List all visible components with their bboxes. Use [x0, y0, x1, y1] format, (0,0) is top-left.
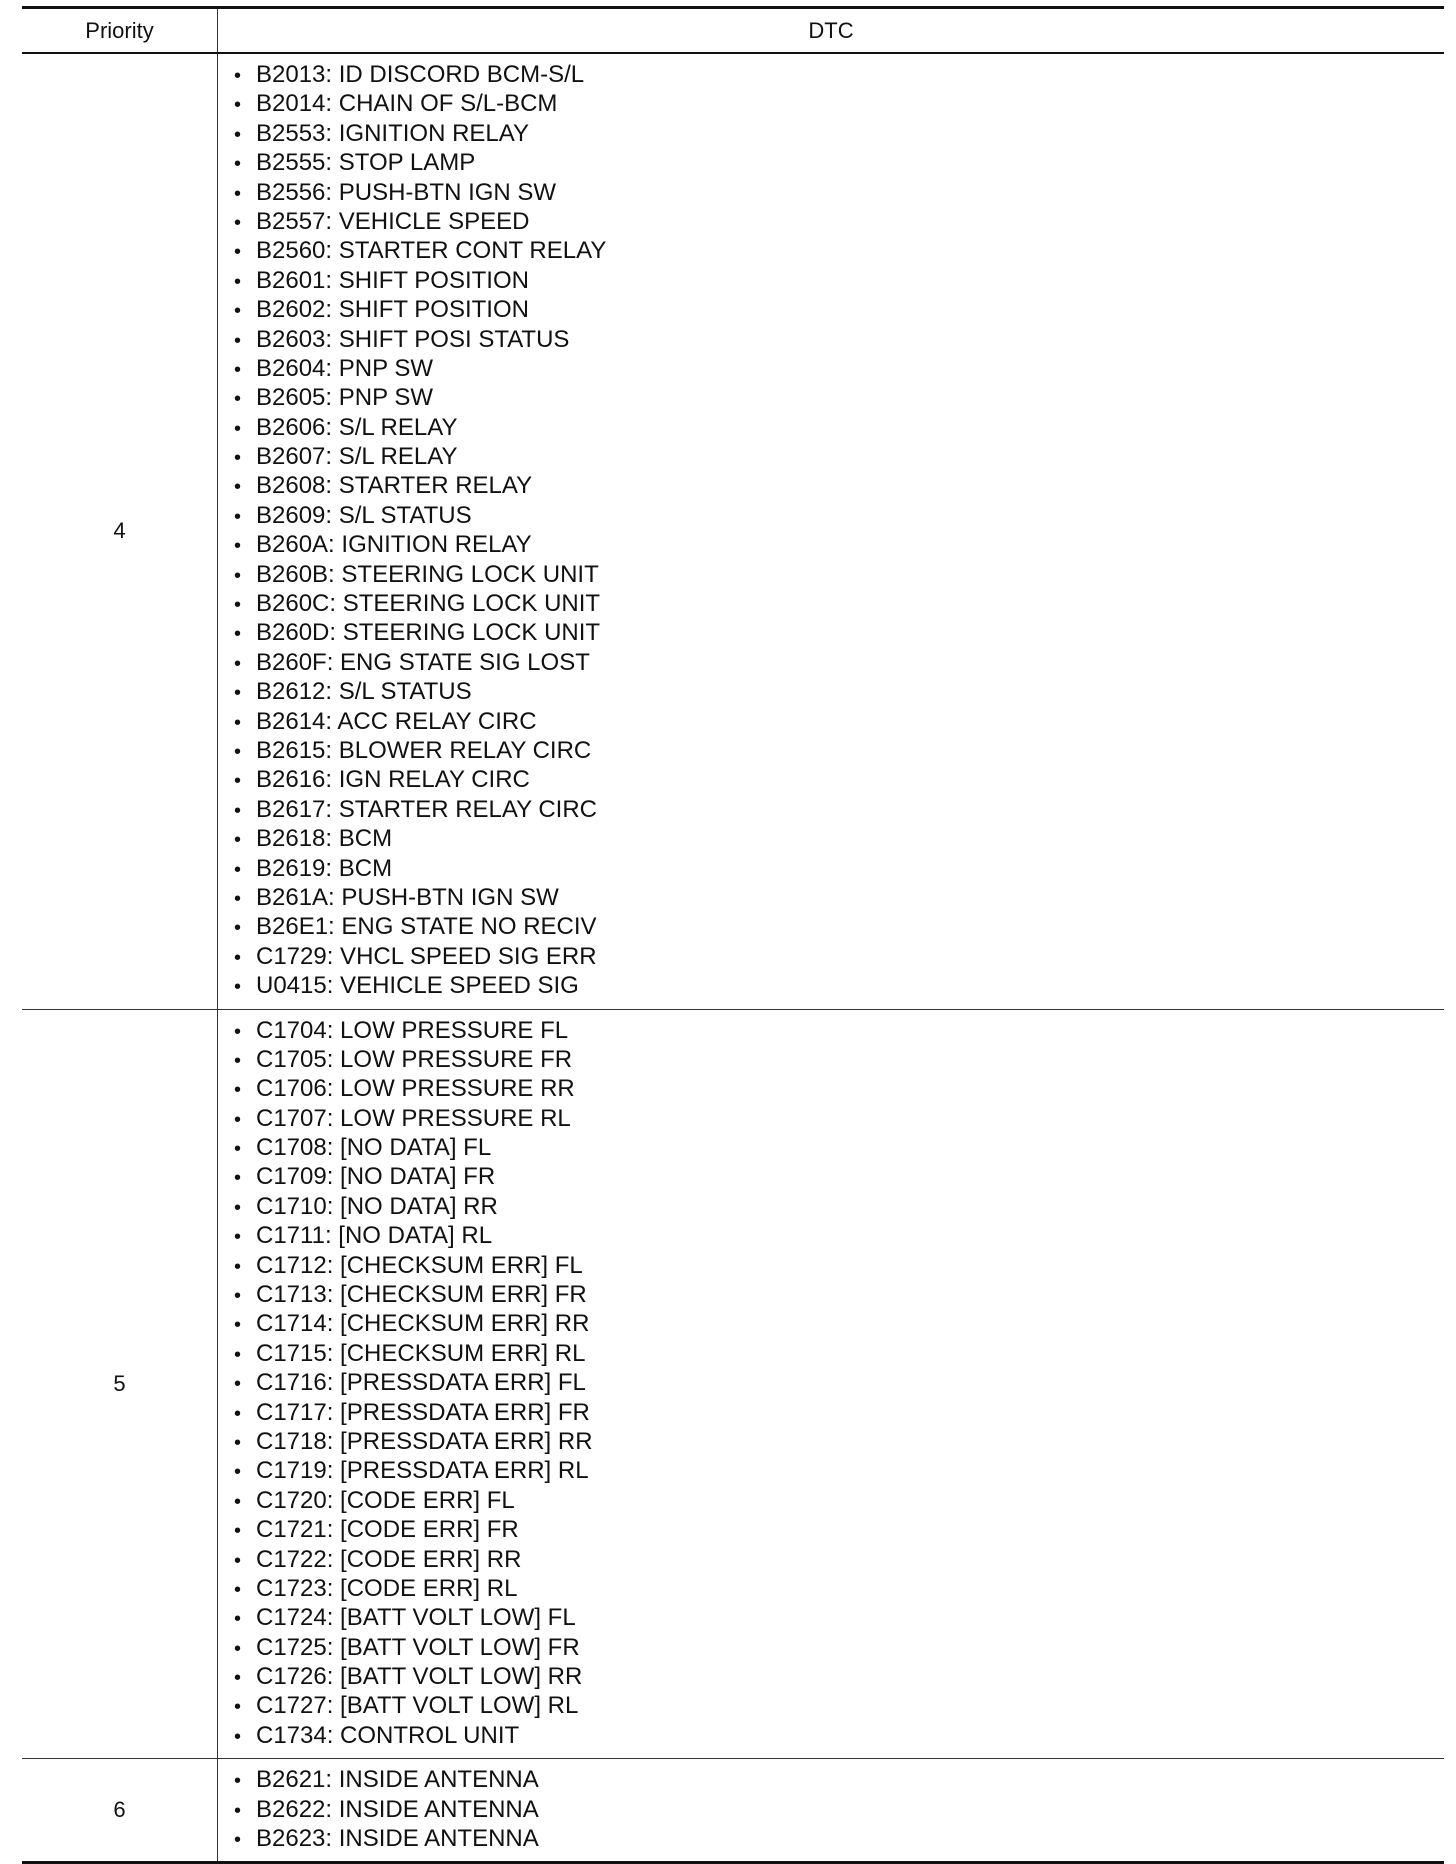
bullet-icon: • [234, 770, 242, 793]
dtc-list-item [234, 1721, 1444, 1750]
dtc-code-text: C1710: [NO DATA] RR [256, 1192, 498, 1220]
bullet-icon: • [234, 505, 242, 528]
dtc-code-text: C1718: [PRESSDATA ERR] RR [256, 1427, 593, 1455]
dtc-code-text: B2556: PUSH-BTN IGN SW [256, 178, 557, 206]
bullet-icon: • [234, 1138, 242, 1161]
dtc-list-item [234, 1339, 1444, 1368]
dtc-list-item [234, 648, 1444, 677]
dtc-code-text: B2621: INSIDE ANTENNA [256, 1766, 539, 1794]
bullet-icon: • [234, 1167, 242, 1190]
dtc-code-text: B2560: STARTER CONT RELAY [256, 237, 607, 265]
dtc-code-text: B2612: S/L STATUS [256, 678, 472, 706]
bullet-icon: • [234, 388, 242, 411]
dtc-code-text: B2606: S/L RELAY [256, 413, 458, 441]
bullet-icon: • [234, 1578, 242, 1601]
bullet-icon: • [234, 1285, 242, 1308]
bullet-icon: • [234, 1829, 242, 1852]
dtc-code-text: C1729: VHCL SPEED SIG ERR [256, 942, 597, 970]
dtc-code-text: C1717: [PRESSDATA ERR] FR [256, 1398, 590, 1426]
bullet-icon: • [234, 858, 242, 881]
dtc-code-text: C1722: [CODE ERR] RR [256, 1545, 522, 1573]
dtc-code-text: B2557: VEHICLE SPEED [256, 207, 530, 235]
dtc-code-text: C1712: [CHECKSUM ERR] FL [256, 1251, 583, 1279]
table-body [22, 53, 1444, 1863]
bullet-icon: • [234, 1637, 242, 1660]
bullet-icon: • [234, 1431, 242, 1454]
dtc-code-text: B2607: S/L RELAY [256, 443, 458, 471]
bullet-icon: • [234, 241, 242, 264]
dtc-code-text: B2615: BLOWER RELAY CIRC [256, 736, 592, 764]
dtc-list-item [234, 471, 1444, 500]
dtc-code-text: B2601: SHIFT POSITION [256, 266, 529, 294]
priority-cell: 5 [22, 1009, 218, 1759]
bullet-icon: • [234, 682, 242, 705]
dtc-code-text: C1704: LOW PRESSURE FL [256, 1016, 569, 1044]
dtc-cell [218, 53, 1445, 1009]
bullet-icon: • [234, 594, 242, 617]
dtc-cell [218, 1759, 1445, 1863]
dtc-code-text: C1725: [BATT VOLT LOW] FR [256, 1633, 580, 1661]
bullet-icon: • [234, 300, 242, 323]
dtc-list-item [234, 442, 1444, 471]
bullet-icon: • [234, 182, 242, 205]
dtc-list-item [234, 971, 1444, 1000]
dtc-code-text: C1706: LOW PRESSURE RR [256, 1075, 575, 1103]
dtc-list-item [234, 942, 1444, 971]
dtc-list-item [234, 1368, 1444, 1397]
dtc-list-item [234, 854, 1444, 883]
dtc-list-item [234, 1104, 1444, 1133]
bullet-icon: • [234, 1373, 242, 1396]
dtc-list-item [234, 1574, 1444, 1603]
dtc-list-item [234, 1192, 1444, 1221]
table-row [22, 1009, 1444, 1759]
dtc-code-text: B261A: PUSH-BTN IGN SW [256, 883, 559, 911]
dtc-list-item [234, 589, 1444, 618]
dtc-code-text: B2623: INSIDE ANTENNA [256, 1825, 539, 1853]
priority-header: Priority [22, 8, 218, 54]
dtc-list [218, 1759, 1444, 1861]
dtc-list-item [234, 1824, 1444, 1853]
dtc-list-item [234, 1486, 1444, 1515]
bullet-icon: • [234, 211, 242, 234]
dtc-list-item [234, 383, 1444, 412]
dtc-list-item [234, 1074, 1444, 1103]
dtc-list-item [234, 1398, 1444, 1427]
dtc-list-item [234, 354, 1444, 383]
bullet-icon: • [234, 65, 242, 87]
dtc-code-text: B26E1: ENG STATE NO RECIV [256, 913, 597, 941]
dtc-code-text: C1708: [NO DATA] FL [256, 1134, 492, 1162]
dtc-list-item [234, 1795, 1444, 1824]
bullet-icon: • [234, 1799, 242, 1822]
bullet-icon: • [234, 1770, 242, 1793]
bullet-icon: • [234, 829, 242, 852]
bullet-icon: • [234, 329, 242, 352]
dtc-list-item [234, 618, 1444, 647]
dtc-list-item [234, 1662, 1444, 1691]
dtc-code-text: B2603: SHIFT POSI STATUS [256, 325, 570, 353]
dtc-code-text: B2616: IGN RELAY CIRC [256, 766, 530, 794]
dtc-list [218, 1010, 1444, 1759]
dtc-list-item [234, 824, 1444, 853]
dtc-list [218, 54, 1444, 1009]
dtc-list-item [234, 1280, 1444, 1309]
bullet-icon: • [234, 1196, 242, 1219]
dtc-code-text: B2614: ACC RELAY CIRC [256, 707, 537, 735]
dtc-code-text: B260B: STEERING LOCK UNIT [256, 560, 599, 588]
dtc-list-item [234, 795, 1444, 824]
bullet-icon: • [234, 946, 242, 969]
dtc-code-text: C1709: [NO DATA] FR [256, 1163, 496, 1191]
dtc-list-item [234, 236, 1444, 265]
dtc-list-item [234, 736, 1444, 765]
dtc-code-text: B260F: ENG STATE SIG LOST [256, 648, 590, 676]
priority-cell: 4 [22, 53, 218, 1009]
dtc-list-item [234, 119, 1444, 148]
dtc-code-text: B2609: S/L STATUS [256, 501, 472, 529]
bullet-icon: • [234, 1667, 242, 1690]
dtc-list-item [234, 1515, 1444, 1544]
dtc-code-text: U0415: VEHICLE SPEED SIG [256, 972, 579, 1000]
table-row [22, 1759, 1444, 1863]
dtc-list-item [234, 1133, 1444, 1162]
bullet-icon: • [234, 94, 242, 117]
dtc-list-item [234, 1251, 1444, 1280]
dtc-code-text: B2553: IGNITION RELAY [256, 119, 529, 147]
bullet-icon: • [234, 711, 242, 734]
bullet-icon: • [234, 1490, 242, 1513]
dtc-list-item [234, 883, 1444, 912]
dtc-list-item [234, 207, 1444, 236]
dtc-code-text: B2608: STARTER RELAY [256, 472, 533, 500]
bullet-icon: • [234, 976, 242, 999]
bullet-icon: • [234, 1255, 242, 1278]
bullet-icon: • [234, 270, 242, 293]
dtc-code-text: B2013: ID DISCORD BCM-S/L [256, 61, 585, 88]
dtc-code-text: B2622: INSIDE ANTENNA [256, 1795, 539, 1823]
dtc-code-text: B260C: STEERING LOCK UNIT [256, 590, 601, 618]
dtc-list-item [234, 325, 1444, 354]
bullet-icon: • [234, 1608, 242, 1631]
dtc-code-text: C1716: [PRESSDATA ERR] FL [256, 1369, 586, 1397]
bullet-icon: • [234, 623, 242, 646]
dtc-list-item [234, 1456, 1444, 1485]
bullet-icon: • [234, 917, 242, 940]
dtc-list-item [234, 1603, 1444, 1632]
bullet-icon: • [234, 740, 242, 763]
dtc-list-item [234, 1309, 1444, 1338]
dtc-code-text: B2014: CHAIN OF S/L-BCM [256, 90, 558, 118]
dtc-code-text: C1734: CONTROL UNIT [256, 1721, 520, 1749]
dtc-cell [218, 1009, 1445, 1759]
dtc-list-item [234, 1691, 1444, 1720]
dtc-list-item [234, 266, 1444, 295]
dtc-list-item [234, 677, 1444, 706]
dtc-list-item [234, 148, 1444, 177]
bullet-icon: • [234, 358, 242, 381]
header-row [22, 8, 1444, 54]
dtc-code-text: C1705: LOW PRESSURE FR [256, 1045, 573, 1073]
dtc-list-item [234, 560, 1444, 589]
dtc-code-text: C1713: [CHECKSUM ERR] FR [256, 1281, 587, 1309]
dtc-list-item [234, 707, 1444, 736]
bullet-icon: • [234, 887, 242, 910]
dtc-code-text: B260A: IGNITION RELAY [256, 531, 532, 559]
dtc-list-item [234, 1427, 1444, 1456]
dtc-list-item [234, 60, 1444, 89]
bullet-icon: • [234, 417, 242, 440]
dtc-code-text: C1711: [NO DATA] RL [256, 1222, 493, 1250]
dtc-list-item [234, 1221, 1444, 1250]
dtc-code-text: C1727: [BATT VOLT LOW] RL [256, 1692, 579, 1720]
bullet-icon: • [234, 564, 242, 587]
dtc-code-text: B2619: BCM [256, 854, 393, 882]
dtc-code-text: C1714: [CHECKSUM ERR] RR [256, 1310, 590, 1338]
priority-cell: 6 [22, 1759, 218, 1863]
dtc-code-text: C1723: [CODE ERR] RL [256, 1574, 518, 1602]
dtc-list-item [234, 413, 1444, 442]
bullet-icon: • [234, 1725, 242, 1748]
dtc-code-text: B2555: STOP LAMP [256, 149, 476, 177]
bullet-icon: • [234, 123, 242, 146]
dtc-code-text: C1720: [CODE ERR] FL [256, 1486, 515, 1514]
bullet-icon: • [234, 1696, 242, 1719]
bullet-icon: • [234, 1549, 242, 1572]
bullet-icon: • [234, 1226, 242, 1249]
bullet-icon: • [234, 1314, 242, 1337]
bullet-icon: • [234, 1108, 242, 1131]
bullet-icon: • [234, 652, 242, 675]
bullet-icon: • [234, 447, 242, 470]
dtc-code-text: B2604: PNP SW [256, 354, 433, 382]
bullet-icon: • [234, 1049, 242, 1072]
dtc-code-text: C1719: [PRESSDATA ERR] RL [256, 1457, 589, 1485]
dtc-code-text: C1724: [BATT VOLT LOW] FL [256, 1604, 576, 1632]
dtc-code-text: C1707: LOW PRESSURE RL [256, 1104, 571, 1132]
dtc-list-item [234, 1633, 1444, 1662]
dtc-code-text: C1726: [BATT VOLT LOW] RR [256, 1663, 583, 1691]
dtc-list-item [234, 530, 1444, 559]
dtc-list-item [234, 1765, 1444, 1794]
bullet-icon: • [234, 1461, 242, 1484]
bullet-icon: • [234, 1079, 242, 1102]
bullet-icon: • [234, 1520, 242, 1543]
dtc-code-text: B260D: STEERING LOCK UNIT [256, 619, 601, 647]
bullet-icon: • [234, 1343, 242, 1366]
dtc-priority-table [22, 6, 1444, 1864]
bullet-icon: • [234, 799, 242, 822]
dtc-code-text: C1721: [CODE ERR] FR [256, 1516, 519, 1544]
bullet-icon: • [234, 1402, 242, 1425]
dtc-list-item [234, 501, 1444, 530]
dtc-code-text: B2602: SHIFT POSITION [256, 296, 529, 324]
dtc-code-text: B2618: BCM [256, 825, 393, 853]
bullet-icon: • [234, 535, 242, 558]
dtc-list-item [234, 1045, 1444, 1074]
bullet-icon: • [234, 1020, 242, 1043]
dtc-list-item [234, 1162, 1444, 1191]
dtc-header: DTC [218, 8, 1445, 54]
dtc-list-item [234, 765, 1444, 794]
bullet-icon: • [234, 153, 242, 176]
dtc-list-item [234, 178, 1444, 207]
dtc-list-item [234, 912, 1444, 941]
dtc-list-item [234, 1545, 1444, 1574]
table-row [22, 53, 1444, 1009]
bullet-icon: • [234, 476, 242, 499]
dtc-code-text: B2605: PNP SW [256, 384, 433, 412]
dtc-code-text: C1715: [CHECKSUM ERR] RL [256, 1339, 586, 1367]
dtc-list-item [234, 1016, 1444, 1045]
dtc-list-item [234, 89, 1444, 118]
dtc-list-item [234, 295, 1444, 324]
dtc-code-text: B2617: STARTER RELAY CIRC [256, 795, 598, 823]
